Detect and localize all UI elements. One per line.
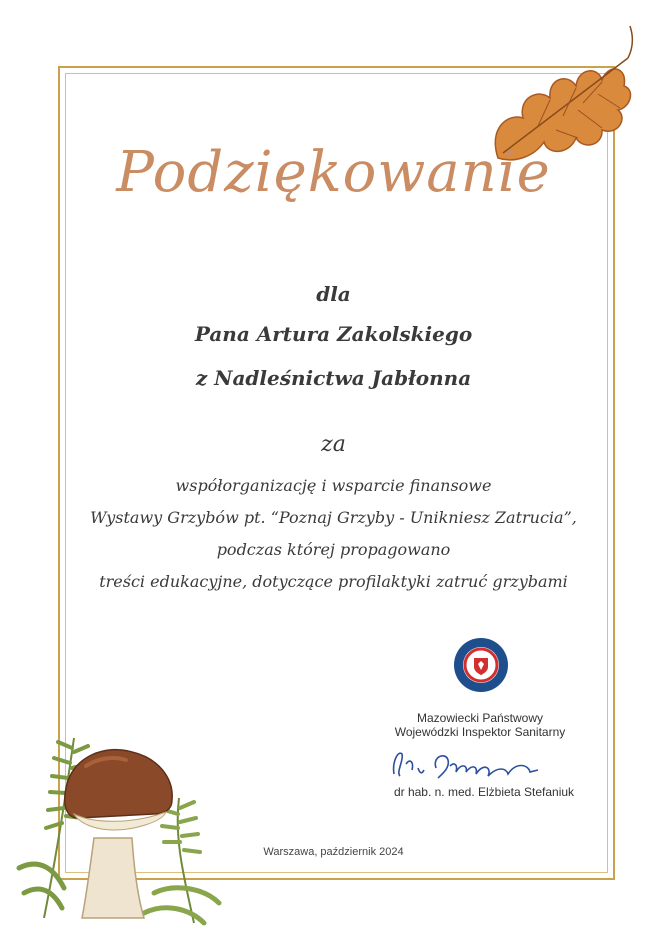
dla-text: dla bbox=[316, 282, 351, 306]
reason-line: współorganizację i wsparcie finansowe bbox=[175, 476, 492, 495]
reason-line: treści edukacyjne, dotyczące profilaktyki zatruć grzybami bbox=[99, 572, 568, 591]
seal-icon bbox=[452, 636, 510, 694]
certificate-title: Podziękowanie bbox=[116, 140, 551, 205]
recipient-name: Pana Artura Zakolskiego bbox=[194, 322, 473, 346]
issuer-line-2: Wojewódzki Inspektor Sanitarny bbox=[394, 725, 566, 739]
recipient-organization: z Nadleśnictwa Jabłonna bbox=[195, 366, 472, 390]
reason-line: Wystawy Grzybów pt. “Poznaj Grzyby - Unikniesz Zatrucia”, bbox=[90, 508, 577, 527]
signature bbox=[388, 744, 548, 784]
mushroom-icon bbox=[14, 718, 224, 928]
za-text: za bbox=[321, 432, 346, 457]
place-date: Warszawa, październik 2024 bbox=[263, 846, 404, 858]
reason-line: podczas której propagowano bbox=[216, 540, 451, 559]
signatory-name: dr hab. n. med. Elżbieta Stefaniuk bbox=[393, 785, 575, 799]
issuer-line-1: Mazowiecki Państwowy bbox=[416, 711, 544, 725]
